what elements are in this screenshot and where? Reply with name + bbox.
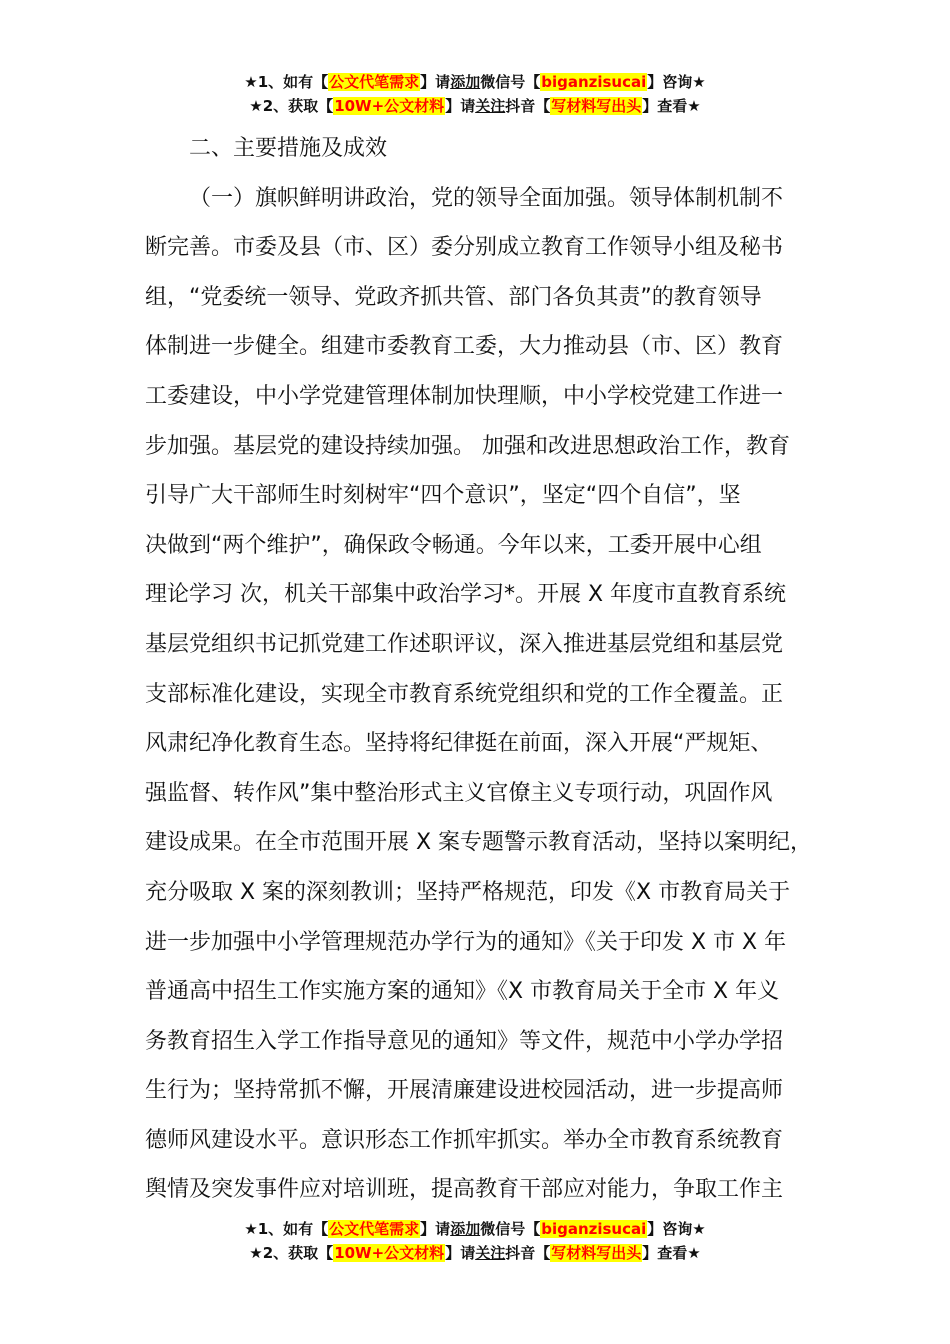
banner-text: 】咨询★ bbox=[647, 1220, 706, 1238]
banner-text: 微信号【 bbox=[480, 1220, 541, 1238]
paragraph-line: 舆情及突发事件应对培训班，提高教育干部应对能力，争取工作主 bbox=[145, 1177, 784, 1203]
paragraph-line: 支部标准化建设，实现全市教育系统党组织和党的工作全覆盖。正 bbox=[145, 681, 784, 707]
paragraph-line: 决做到“两个维护”，确保政令畅通。今年以来，工委开展中心组 bbox=[145, 532, 762, 558]
banner-text: ★2、获取【 bbox=[249, 97, 334, 115]
underlined-text: 关注 bbox=[475, 1244, 506, 1262]
paragraph-line: 强监督、转作风”集中整治形式主义官僚主义专项行动，巩固作风 bbox=[145, 780, 773, 806]
header-banner bbox=[0, 70, 950, 118]
banner-text: 】查看★ bbox=[642, 1244, 701, 1262]
paragraph-line: 进一步加强中小学管理规范办学行为的通知》《关于印发 X 市 X 年 bbox=[145, 929, 787, 955]
banner-line-2 bbox=[0, 94, 950, 118]
banner-line-1 bbox=[0, 1217, 950, 1241]
paragraph-line: 断完善。市委及县（市、区）委分别成立教育工作领导小组及秘书 bbox=[145, 235, 784, 261]
paragraph-line: 风肃纪净化教育生态。坚持将纪律挺在前面，深入开展“严规矩、 bbox=[145, 731, 773, 757]
banner-text: 】请 bbox=[420, 1220, 451, 1238]
paragraph-line: 步加强。基层党的建设持续加强。 加强和改进思想政治工作，教育 bbox=[145, 433, 790, 459]
document-body bbox=[145, 124, 835, 1215]
highlight-text: biganzisucai bbox=[541, 73, 647, 91]
highlight-text: 写材料写出头 bbox=[551, 97, 642, 115]
paragraph-line: 体制进一步健全。组建市委教育工委，大力推动县（市、区）教育 bbox=[145, 334, 784, 360]
highlight-text: 写材料写出头 bbox=[551, 1244, 642, 1262]
paragraph-line: 务教育招生入学工作指导意见的通知》等文件，规范中小学办学招 bbox=[145, 1028, 784, 1054]
banner-text: 】咨询★ bbox=[647, 73, 706, 91]
highlight-text: 10W+公文材料 bbox=[334, 1244, 445, 1262]
section-heading: 二、主要措施及成效 bbox=[189, 136, 388, 161]
paragraph-line: 基层党组织书记抓党建工作述职评议，深入推进基层党组和基层党 bbox=[145, 631, 784, 657]
banner-text: 】请 bbox=[420, 73, 451, 91]
highlight-text: 10W+公文材料 bbox=[334, 97, 445, 115]
highlight-text: biganzisucai bbox=[541, 1220, 647, 1238]
paragraph-line: 理论学习 次，机关干部集中政治学习*。开展 X 年度市直教育系统 bbox=[145, 582, 787, 608]
paragraph-line: 充分吸取 X 案的深刻教训；坚持严格规范，印发《X 市教育局关于 bbox=[145, 879, 791, 905]
paragraph-line: 建设成果。在全市范围开展 X 案专题警示教育活动，坚持以案明纪， bbox=[145, 830, 813, 856]
paragraph-line: 组，“党委统一领导、党政齐抓共管、部门各负其责”的教育领导 bbox=[145, 284, 762, 310]
underlined-text: 添加 bbox=[450, 73, 481, 91]
banner-text: 微信号【 bbox=[480, 73, 541, 91]
paragraph-line: 普通高中招生工作实施方案的通知》《X 市教育局关于全市 X 年义 bbox=[145, 979, 780, 1005]
banner-text: 抖音【 bbox=[505, 1244, 551, 1262]
footer-banner bbox=[0, 1217, 950, 1265]
banner-line-2 bbox=[0, 1241, 950, 1265]
paragraph-line: （一）旗帜鲜明讲政治，党的领导全面加强。领导体制机制不 bbox=[189, 185, 784, 211]
banner-text: ★1、如有【 bbox=[244, 1220, 329, 1238]
banner-text: 】请 bbox=[445, 1244, 476, 1262]
highlight-text: 公文代笔需求 bbox=[329, 73, 420, 91]
paragraph-line: 生行为；坚持常抓不懈，开展清廉建设进校园活动，进一步提高师 bbox=[145, 1078, 784, 1104]
banner-text: ★1、如有【 bbox=[244, 73, 329, 91]
underlined-text: 添加 bbox=[450, 1220, 481, 1238]
banner-text: ★2、获取【 bbox=[249, 1244, 334, 1262]
paragraph-line: 工委建设，中小学党建管理体制加快理顺，中小学校党建工作进一 bbox=[145, 383, 784, 409]
banner-text: 】请 bbox=[445, 97, 476, 115]
banner-text: 】查看★ bbox=[642, 97, 701, 115]
underlined-text: 关注 bbox=[475, 97, 506, 115]
banner-line-1 bbox=[0, 70, 950, 94]
highlight-text: 公文代笔需求 bbox=[329, 1220, 420, 1238]
banner-text: 抖音【 bbox=[505, 97, 551, 115]
paragraph-line: 德师风建设水平。意识形态工作抓牢抓实。举办全市教育系统教育 bbox=[145, 1127, 784, 1153]
paragraph-line: 引导广大干部师生时刻树牢“四个意识”，坚定“四个自信”，坚 bbox=[145, 483, 741, 509]
